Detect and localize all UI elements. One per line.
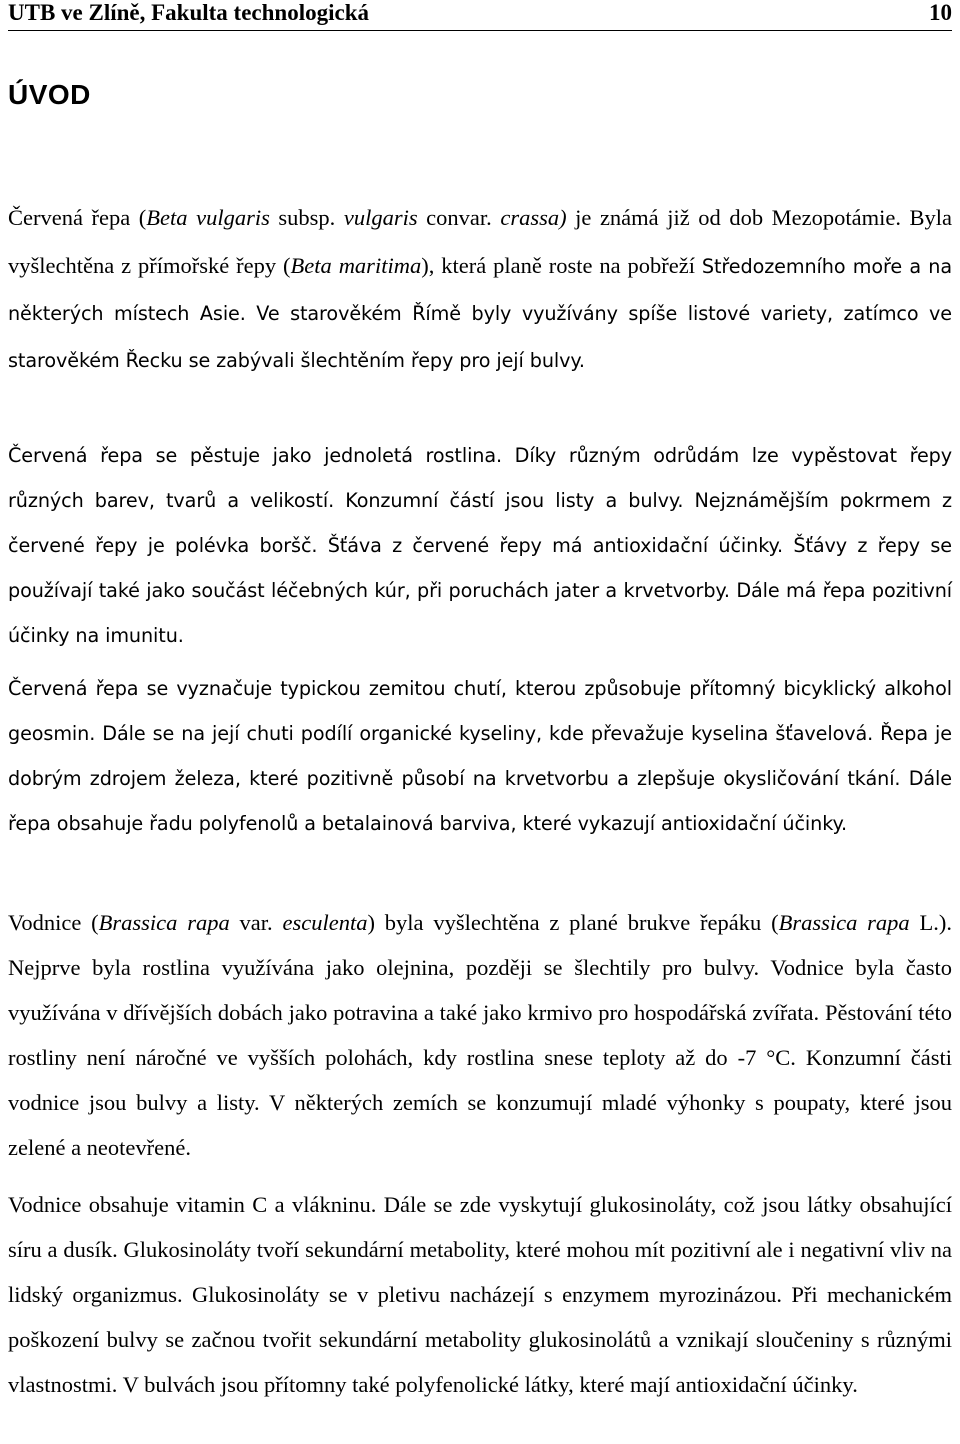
paragraph-3: Červená řepa se vyznačuje typickou zemitou chutí, kterou způsobuje přítomný bicyklický alkohol geosmin. Dále se na její chuti podílí organické kyseliny, kde převažuje kyselina šťavelová. Řepa je dobrým zdrojem železa, které pozitivně působí na krvetvorbu a zlepšuje okysličování tkání. Dále řepa obsahuje řadu polyfenolů a betalainová barviva, které vykazují antioxidační účinky. — [8, 677, 952, 835]
paragraph-4: Vodnice (Brassica rapa var. esculenta) byla vyšlechtěna z plané brukve řepáku (Brassica rapa L.). Nejprve byla rostlina využívána jako olejnina, později se šlechtily pro bulvy. Vodnice byla často využívána v dřívějších dobách jako potravina a také jako krmivo pro hospodářská zvířata. Pěstování této rostliny není náročné ve vyšších polohách, kdy rostlina snese teploty až do -7 °C. Konzumní části vodnice jsou bulvy a listy. V některých zemích se konzumují mladé výhonky s poupaty, které jsou zelené a neotevřené. — [8, 910, 952, 1160]
running-header — [8, 0, 952, 31]
paragraph-2: Červená řepa se pěstuje jako jednoletá rostlina. Díky různým odrůdám lze vypěstovat řepy různých barev, tvarů a velikostí. Konzumní částí jsou listy a bulvy. Nejznámějším pokrmem z červené řepy je polévka boršč. Šťáva z červené řepy má antioxidační účinky. Šťávy z řepy se používají také jako součást léčebných kúr, při poruchách jater a krvetvorby. Dále má řepa pozitivní účinky na imunitu. — [8, 444, 952, 647]
header-institution: UTB ve Zlíně, Fakulta technologická — [8, 0, 369, 25]
paragraph-5: Vodnice obsahuje vitamin C a vlákninu. Dále se zde vyskytují glukosinoláty, což jsou látky obsahující síru a dusík. Glukosinoláty tvoří sekundární metabolity, které mohou mít pozitivní ale i negativní vliv na lidský organizmus. Glukosinoláty se v pletivu nacházejí s enzymem myrozinázou. Při mechanickém poškození bulvy se začnou tvořit sekundární metabolity glukosinolátů a vznikají sloučeniny s různými vlastnostmi. V bulvách jsou přítomny také polyfenolické látky, které mají antioxidační účinky. — [8, 1192, 952, 1397]
page-number: 10 — [929, 0, 952, 25]
section-heading: ÚVOD — [8, 79, 91, 110]
paragraph-1: Červená řepa (Beta vulgaris subsp. vulgaris convar. crassa) je známá již od dob Mezopotámie. Byla vyšlechtěna z přímořské řepy (Beta maritima), která planě roste na pobřeží Středozemního moře a na některých místech Asie. Ve starověkém Římě byly využívány spíše listové variety, zatímco ve starověkém Řecku se zabývali šlechtěním řepy pro její bulvy. — [8, 205, 953, 372]
